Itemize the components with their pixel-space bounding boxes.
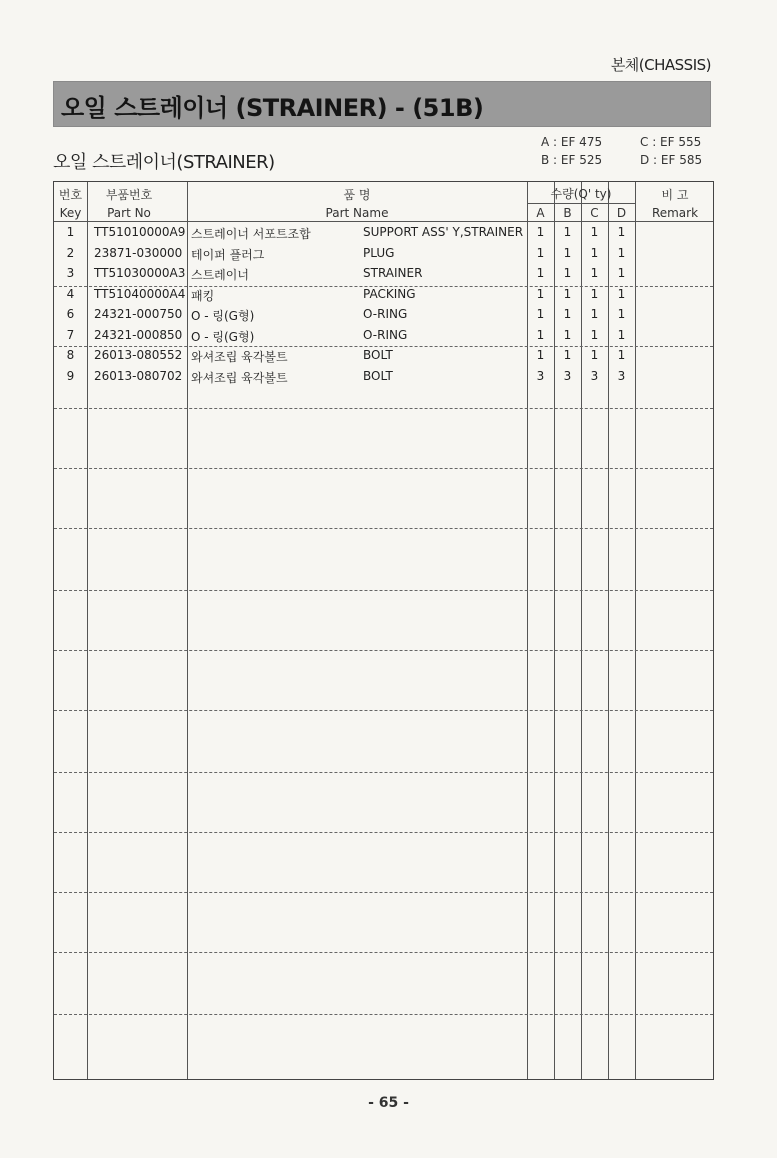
cell-a: 1 [536, 327, 545, 342]
cell-part-no: 26013-080702 [94, 368, 183, 383]
row-separator [54, 832, 713, 833]
title-bar [53, 81, 711, 127]
cell-name-en: SUPPORT ASS' Y,STRAINER [363, 225, 524, 239]
cell-part-no: TT51030000A3 [94, 266, 186, 280]
header-qty: 수량(Q' ty) [550, 187, 612, 201]
cell-b: 1 [563, 266, 572, 280]
cell-name-en: PACKING [363, 286, 416, 301]
cell-key: 6 [66, 307, 75, 321]
cell-a: 1 [536, 286, 545, 301]
row-separator [54, 346, 713, 347]
header-qty-c: C [590, 206, 599, 220]
cell-name-en: O-RING [363, 327, 408, 342]
row-separator [54, 892, 713, 893]
header-divider [54, 221, 713, 222]
cell-b: 3 [563, 368, 572, 383]
cell-a: 3 [536, 368, 545, 383]
cell-name-kr: 패킹 [191, 288, 215, 303]
cell-part-no: TT51040000A4 [94, 286, 186, 301]
cell-part-no: 26013-080552 [94, 348, 183, 362]
header-key-en: Key [59, 206, 82, 220]
row-separator [54, 650, 713, 651]
header-name-kr: 품 명 [343, 188, 371, 202]
cell-d: 1 [617, 327, 626, 342]
cell-name-kr: 와셔조립 육각볼트 [191, 370, 288, 385]
cell-b: 1 [563, 286, 572, 301]
cell-part-no: 23871-030000 [94, 245, 183, 260]
model-d: D : EF 585 [640, 153, 703, 167]
cell-name-kr: 테이퍼 플러그 [191, 247, 265, 262]
cell-name-kr: 와셔조립 육각볼트 [191, 350, 288, 364]
page-number: - 65 - [368, 1095, 409, 1111]
cell-name-kr: 스트레이너 [191, 268, 249, 282]
cell-d: 1 [617, 266, 626, 280]
row-separator [54, 528, 713, 529]
cell-b: 1 [563, 307, 572, 321]
header-name-en: Part Name [325, 206, 389, 220]
cell-d: 1 [617, 307, 626, 321]
page-title: 오일 스트레이너 (STRAINER) - (51B) [61, 94, 484, 122]
row-separator [54, 468, 713, 469]
cell-d: 1 [617, 225, 626, 239]
cell-a: 1 [536, 348, 545, 362]
header-key-kr: 번호 [58, 188, 83, 202]
cell-key: 4 [66, 286, 75, 301]
cell-part-no: 24321-000850 [94, 327, 183, 342]
cell-c: 1 [590, 307, 599, 321]
cell-key: 2 [66, 245, 75, 260]
cell-name-en: STRAINER [363, 266, 423, 280]
header-qty-d: D [616, 206, 627, 220]
cell-d: 1 [617, 245, 626, 260]
cell-b: 1 [563, 245, 572, 260]
cell-b: 1 [563, 327, 572, 342]
cell-name-en: BOLT [363, 348, 393, 362]
cell-b: 1 [563, 348, 572, 362]
cell-d: 3 [617, 368, 626, 383]
header-partno-en: Part No [107, 206, 151, 220]
cell-a: 1 [536, 225, 545, 239]
row-separator [54, 590, 713, 591]
row-separator [54, 408, 713, 409]
row-separator [54, 1014, 713, 1015]
cell-c: 3 [590, 368, 599, 383]
cell-key: 7 [66, 327, 75, 342]
cell-key: 3 [66, 266, 75, 280]
col-divider [87, 182, 88, 1079]
cell-name-kr: O - 링(G형) [191, 329, 255, 344]
col-divider [635, 182, 636, 1079]
parts-table [53, 181, 714, 1080]
cell-d: 1 [617, 348, 626, 362]
row-separator [54, 772, 713, 773]
row-separator [54, 710, 713, 711]
cell-c: 1 [590, 225, 599, 239]
cell-c: 1 [590, 327, 599, 342]
cell-c: 1 [590, 286, 599, 301]
subtitle: 오일 스트레이너(STRAINER) [53, 152, 275, 173]
model-a: A : EF 475 [541, 135, 603, 149]
cell-c: 1 [590, 266, 599, 280]
qty-subheader-divider [527, 203, 635, 204]
cell-a: 1 [536, 266, 545, 280]
cell-d: 1 [617, 286, 626, 301]
cell-key: 1 [66, 225, 75, 239]
cell-a: 1 [536, 245, 545, 260]
cell-name-kr: 스트레이너 서포트조합 [191, 227, 311, 241]
header-remark-kr: 비 고 [661, 188, 689, 202]
cell-name-en: PLUG [363, 245, 395, 260]
header-qty-b: B [563, 206, 572, 220]
cell-name-kr: O - 링(G형) [191, 309, 255, 323]
header-remark-en: Remark [651, 206, 699, 220]
cell-name-en: O-RING [363, 307, 408, 321]
cell-part-no: TT51010000A9 [94, 225, 186, 239]
cell-key: 8 [66, 348, 75, 362]
model-b: B : EF 525 [541, 153, 603, 167]
section-label: 본체(CHASSIS) [610, 56, 711, 74]
cell-name-en: BOLT [363, 368, 393, 383]
cell-a: 1 [536, 307, 545, 321]
header-partno-kr: 부품번호 [105, 188, 153, 202]
cell-key: 9 [66, 368, 75, 383]
cell-c: 1 [590, 348, 599, 362]
cell-b: 1 [563, 225, 572, 239]
model-c: C : EF 555 [640, 135, 702, 149]
cell-part-no: 24321-000750 [94, 307, 183, 321]
row-separator [54, 952, 713, 953]
header-qty-a: A [536, 206, 545, 220]
cell-c: 1 [590, 245, 599, 260]
col-divider [187, 182, 188, 1079]
